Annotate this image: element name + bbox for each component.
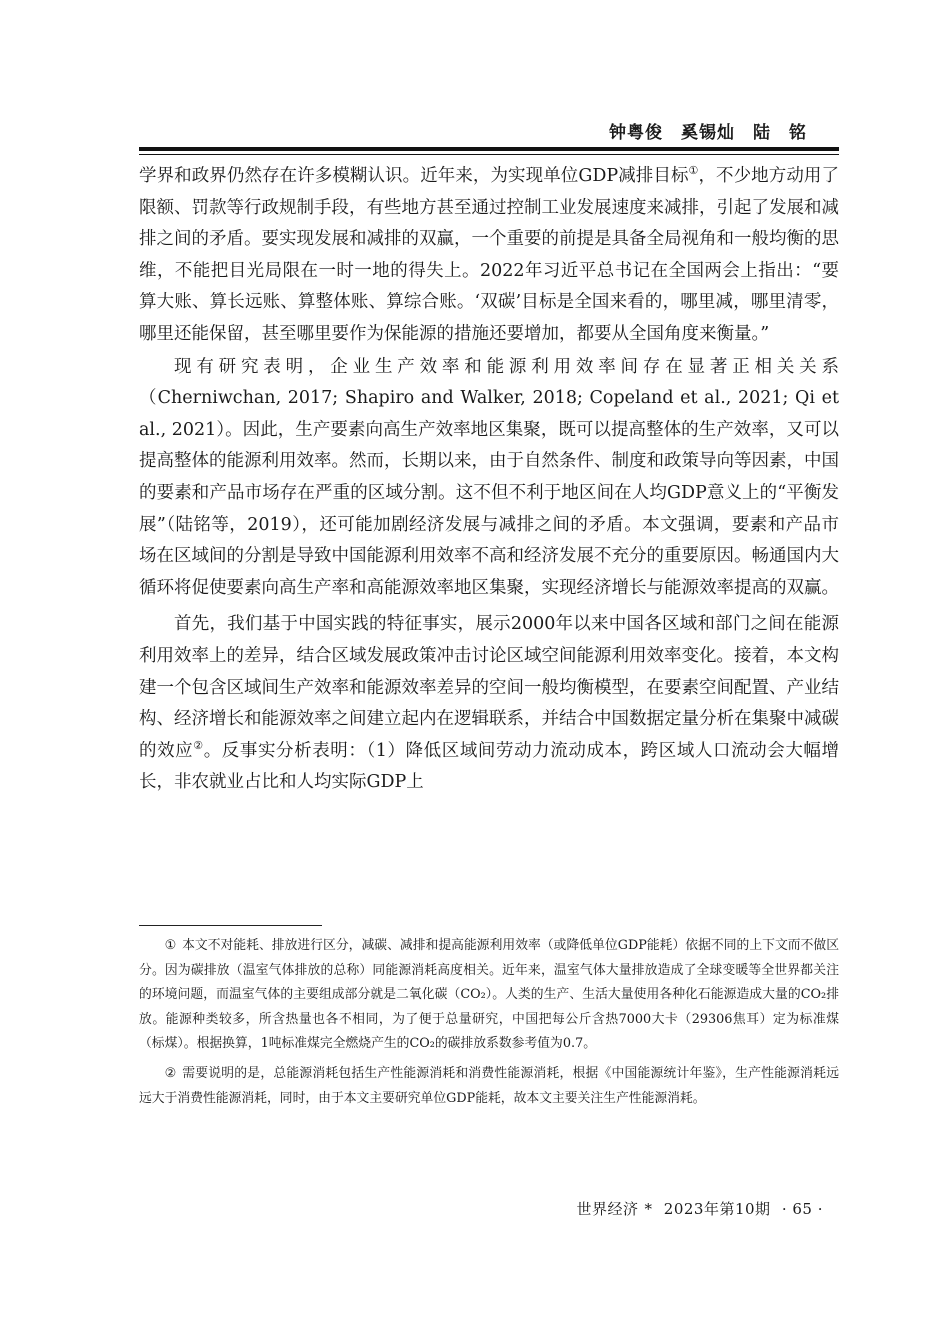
- paragraph-1-part-b: ，不少地方动用了限额、罚款等行政规制手段，有些地方甚至通过控制工业发展速度来减排，引起了发展和减排之间的矛盾。要实现发展和减排的双赢，一个重要的前提是具备全局视角和一般均衡的思维，不能把目光局限在一时一地的得失上。2022年习近平总书记在全国两会上指出：“要算大账、算长远账、算整体账、算综合账。‘双碳’目标是全国来看的，哪里减，哪里清零，哪里还能保留，甚至哪里要作为保能源的措施还要增加，都要从全国角度来衡量。”: [139, 166, 839, 344]
- body-text: [139, 161, 839, 804]
- footnote-2: [139, 1062, 839, 1111]
- page-footer: [570, 1198, 823, 1219]
- footnote-2-number: ②: [164, 1065, 177, 1081]
- footnote-1-text: 本文不对能耗、排放进行区分，减碳、减排和提高能源利用效率（或降低单位GDP能耗）依据不同的上下文而不做区分。因为碳排放（温室气体排放的总称）同能源消耗高度相关。近年来，温室气体大量排放造成了全球变暖等全世界都关注的环境问题，而温室气体的主要组成部分就是二氧化碳（CO₂）。人类的生产、生活大量使用各种化石能源造成大量的CO₂排放。能源种类较多，所含热量也各不相同，为了便于总量研究，中国把每公斤含热7000大卡（29306焦耳）定为标准煤（标煤）。根据换算，1吨标准煤完全燃烧产生的CO₂的碳排放系数参考值为0.7。: [139, 938, 839, 1052]
- footnote-divider: [139, 925, 322, 926]
- paragraph-3: [139, 609, 839, 799]
- page-number: · 65 ·: [781, 1200, 823, 1218]
- paragraph-1: [139, 161, 839, 351]
- header-rule-thick: [139, 147, 839, 151]
- paragraph-3-part-a: 首先，我们基于中国实践的特征事实，展示2000年以来中国各区域和部门之间在能源利用效率上的差异，结合区域发展政策冲击讨论区域空间能源利用效率变化。接着，本文构建一个包含区域间生产效率和能源效率差异的空间一般均衡模型，在要素空间配置、产业结构、经济增长和能源效率之间建立起内在逻辑联系，并结合中国数据定量分析在集聚中减碳的效应: [139, 614, 839, 761]
- footnote-1: [139, 934, 839, 1057]
- footnotes: [139, 934, 839, 1116]
- footnote-2-text: 需要说明的是，总能源消耗包括生产性能源消耗和消费性能源消耗，根据《中国能源统计年鉴》，生产性能源消耗远远大于消费性能源消耗，同时，由于本文主要研究单位GDP能耗，故本文主要关注生产性能源消耗。: [139, 1065, 839, 1106]
- journal-star: *: [644, 1200, 653, 1218]
- journal-name: 世界经济: [576, 1200, 639, 1218]
- paragraph-1-part-a: 学界和政界仍然存在许多模糊认识。近年来，为实现单位GDP减排目标: [139, 166, 689, 186]
- header-rule-thin: [139, 154, 839, 155]
- paragraph-2: 现有研究表明，企业生产效率和能源利用效率间存在显著正相关关系（Cherniwchan, 2017; Shapiro and Walker, 2018; Copeland et al., 2021; Qi et al., 2021）。因此，生产要素向高生产效率地区集聚，既可以提高整体的生产效率，又可以提高整体的能源利用效率。然而，长期以来，由于自然条件、制度和政策导向等因素，中国的要素和产品市场存在严重的区域分割。这不但不利于地区间在人均GDP意义上的“平衡发展”（陆铭等，2019），还可能加剧经济发展与减排之间的矛盾。本文强调，要素和产品市场在区域间的分割是导致中国能源利用效率不高和经济发展不充分的重要原因。畅通国内大循环将促使要素向高生产率和高能源效率地区集聚，实现经济增长与能源效率提高的双赢。: [139, 356, 839, 598]
- footnote-ref-1[interactable]: ①: [688, 164, 699, 177]
- paragraph-3-part-b: 。反事实分析表明：（1）降低区域间劳动力流动成本，跨区域人口流动会大幅增长，非农就业占比和人均实际GDP上: [139, 740, 839, 793]
- issue-label: 2023年第10期: [663, 1200, 771, 1218]
- header-authors: 钟粤俊 奚锡灿 陆 铭: [609, 123, 807, 143]
- footnote-1-number: ①: [164, 938, 177, 953]
- footnote-ref-2[interactable]: ②: [193, 738, 204, 752]
